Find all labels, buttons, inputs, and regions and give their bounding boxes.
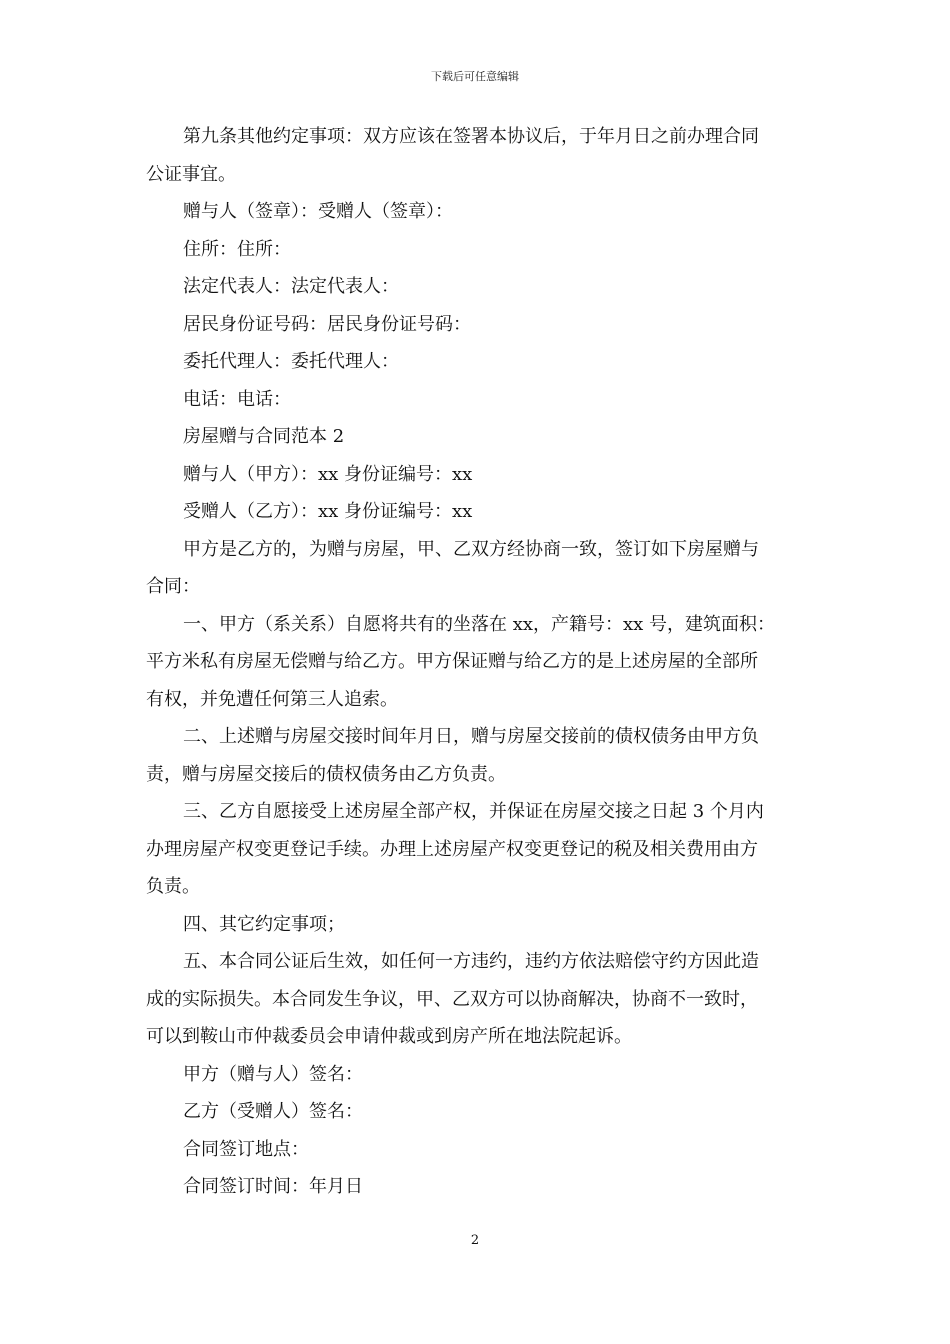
text-line: 住所：住所： <box>183 238 291 260</box>
text-line: 电话：电话： <box>183 388 291 410</box>
text-line: 五、本合同公证后生效，如任何一方违约，违约方依法赔偿守约方因此造 <box>183 951 759 972</box>
text-line: 二、上述赠与房屋交接时间年月日，赠与房屋交接前的债权债务由甲方负 <box>183 726 759 747</box>
text-line: 第九条其他约定事项：双方应该在签署本协议后，于年月日之前办理合同 <box>183 126 759 147</box>
text-line: 法定代表人：法定代表人： <box>183 276 399 297</box>
text-line: 乙方（受赠人）签名： <box>183 1101 363 1122</box>
text-line: 合同： <box>146 576 200 597</box>
text-line: 房屋赠与合同范本 2 <box>183 426 345 447</box>
text-line: 四、其它约定事项； <box>183 913 345 935</box>
document-body <box>146 118 810 1206</box>
text-line: 受赠人（乙方）：xx 身份证编号：xx <box>183 501 473 522</box>
text-line: 居民身份证号码：居民身份证号码： <box>183 313 471 335</box>
text-line: 合同签订时间：年月日 <box>183 1176 363 1197</box>
text-line: 合同签订地点： <box>183 1138 309 1160</box>
text-line: 委托代理人：委托代理人： <box>183 351 399 372</box>
text-line: 公证事宜。 <box>146 163 236 185</box>
text-line: 赠与人（签章）：受赠人（签章）： <box>183 201 453 222</box>
text-line: 赠与人（甲方）：xx 身份证编号：xx <box>183 463 473 485</box>
text-line: 负责。 <box>146 876 200 897</box>
text-line: 可以到鞍山市仲裁委员会申请仲裁或到房产所在地法院起诉。 <box>146 1026 632 1047</box>
text-line: 平方米私有房屋无偿赠与给乙方。甲方保证赠与给乙方的是上述房屋的全部所 <box>146 651 758 672</box>
text-line: 有权，并免遭任何第三人追索。 <box>146 688 398 710</box>
text-line: 一、甲方（系关系）自愿将共有的坐落在 xx，产籍号：xx 号，建筑面积： <box>183 613 776 635</box>
page-number: 2 <box>470 1233 480 1248</box>
text-line: 甲方（赠与人）签名： <box>183 1063 363 1085</box>
text-line: 甲方是乙方的，为赠与房屋，甲、乙双方经协商一致，签订如下房屋赠与 <box>183 538 759 560</box>
page-header: 下载后可任意编辑 <box>431 70 519 83</box>
text-line: 成的实际损失。本合同发生争议，甲、乙双方可以协商解决，协商不一致时， <box>146 988 758 1010</box>
text-line: 办理房屋产权变更登记手续。办理上述房屋产权变更登记的税及相关费用由方 <box>146 838 758 860</box>
text-line: 三、乙方自愿接受上述房屋全部产权，并保证在房屋交接之日起 3 个月内 <box>183 801 764 822</box>
text-line: 责，赠与房屋交接后的债权债务由乙方负责。 <box>146 763 506 785</box>
